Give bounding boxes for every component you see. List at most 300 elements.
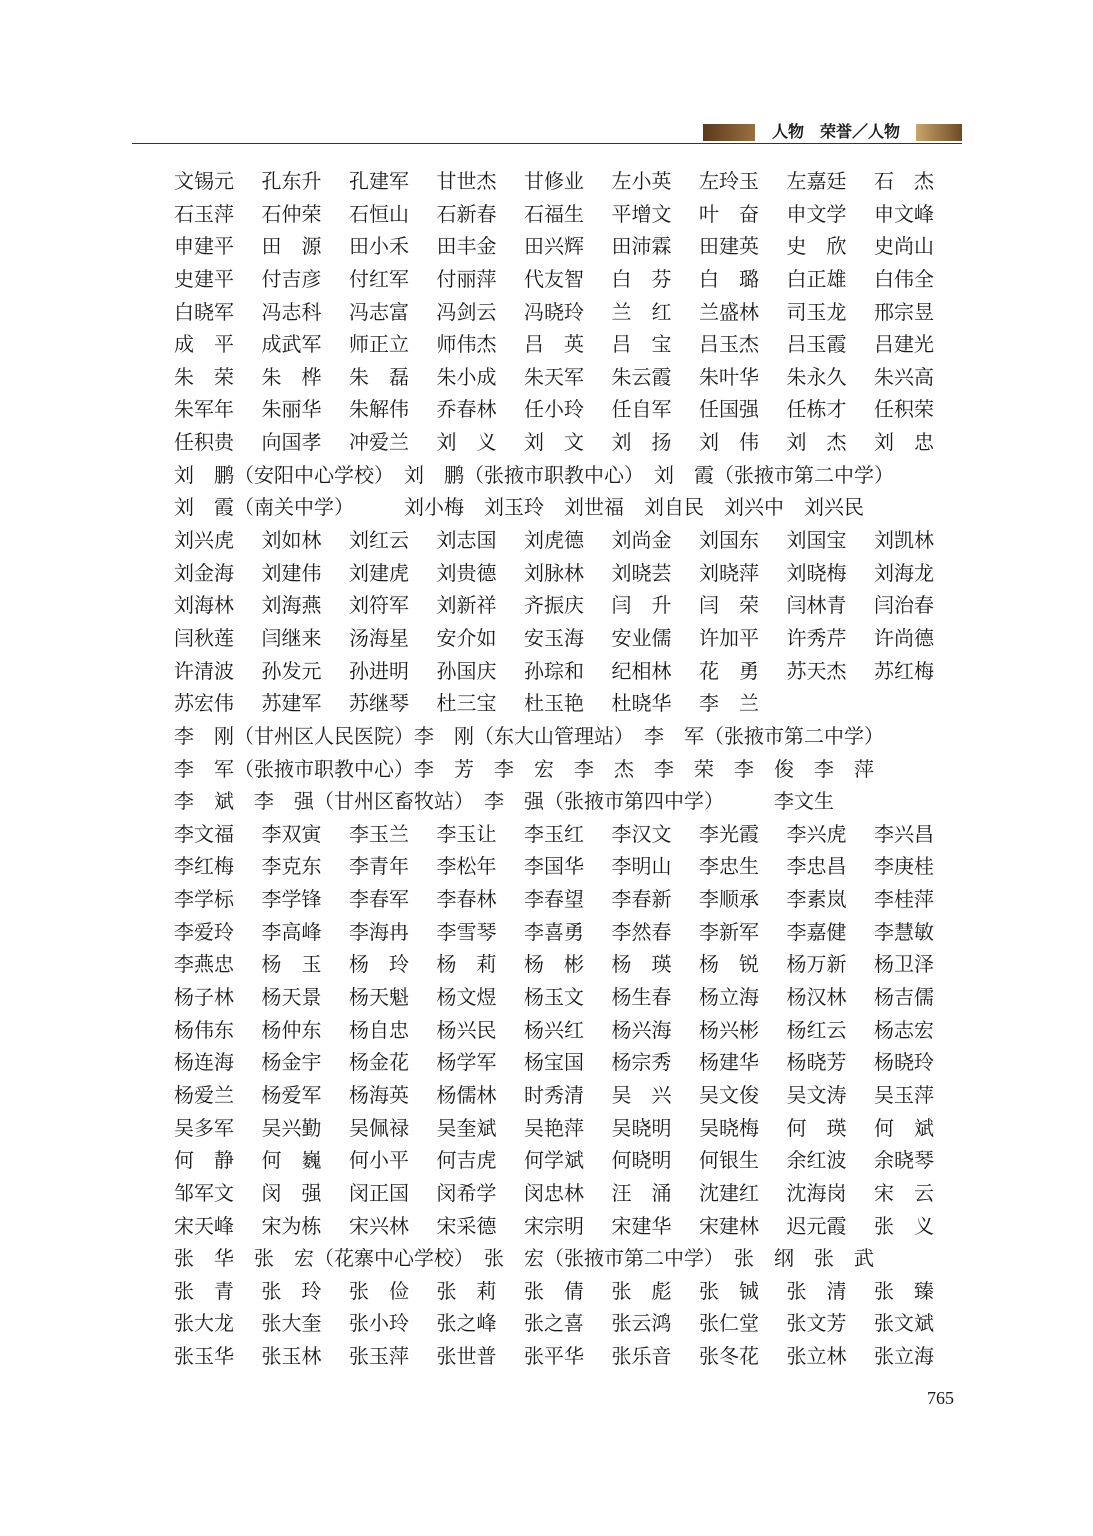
name-entry: 左小英 [611,169,672,193]
name-entry: 李学标 [174,887,234,912]
name-entry: 闫继来 [261,625,322,650]
name-entry: 刘 杰 [786,430,847,455]
name-entry: 史尚山 [874,234,934,259]
name-entry: 石 杰 [874,169,934,193]
name-entry: 苏宏伟 [174,691,234,716]
name-entry: 杨 玲 [349,952,409,977]
name-entry: 师正立 [349,332,409,357]
name-entry: 安介如 [436,625,497,650]
name-entry: 张文芳 [786,1311,847,1336]
name-entry: 李光霞 [699,821,759,846]
name-entry: 石玉萍 [174,201,234,226]
name-entry: 纪相林 [611,658,672,683]
name-entry: 朱 桦 [261,364,322,389]
name-entry: 李嘉健 [786,919,847,944]
name-entry: 刘海龙 [874,560,934,585]
name-entry: 杨晓玲 [874,1050,934,1075]
name-entry: 刘金海 [174,560,234,585]
name-entry: 吴艳萍 [524,1115,584,1140]
name-entry: 李春林 [436,887,497,912]
name-entry: 何 静 [174,1148,234,1173]
name-entry: 申文峰 [874,201,934,226]
name-entry: 张 莉 [436,1278,497,1303]
name-entry: 何 斌 [874,1115,934,1140]
name-entry: 吴晓梅 [699,1115,759,1140]
name-entry: 张玉萍 [349,1344,409,1369]
name-line-text: 李 斌 李 强（甘州区畜牧站） 李 强（张掖市第四中学） 李文生 [174,789,834,814]
name-entry: 李汉文 [611,821,672,846]
name-entry: 白晓军 [174,299,234,324]
name-row [174,393,954,426]
name-row [174,459,954,492]
name-entry: 刘晓萍 [699,560,759,585]
name-entry: 向国孝 [261,430,322,455]
name-entry: 田沛霖 [611,234,672,259]
name-entry: 安玉海 [524,625,584,650]
name-entry: 杨 玉 [261,952,322,977]
name-entry: 张大龙 [174,1311,234,1336]
name-entry: 石仲荣 [261,201,322,226]
name-entry: 朱永久 [786,364,847,389]
name-entry: 宋建华 [611,1213,672,1238]
name-entry: 张乐音 [611,1344,672,1369]
name-entry: 刘海林 [174,593,234,618]
name-entry: 李爱玲 [174,919,234,944]
name-entry: 任自军 [611,397,672,422]
name-entry: 时秀清 [524,1082,584,1107]
name-entry: 史 欣 [786,234,847,259]
name-entry: 付丽萍 [436,266,497,291]
name-row [174,1210,954,1243]
name-entry: 李顺承 [699,887,759,912]
name-entry: 白 芬 [611,266,672,291]
name-entry: 杨兴海 [611,1017,672,1042]
name-entry: 李青年 [349,854,409,879]
name-entry: 苏天杰 [786,658,847,683]
name-entry: 刘建虎 [349,560,409,585]
name-entry: 任积荣 [874,397,934,422]
name-entry: 张平华 [524,1344,584,1369]
name-row [174,589,954,622]
name-entry: 杨天景 [261,985,322,1010]
name-entry: 孙琮和 [524,658,584,683]
name-entry: 李克东 [261,854,322,879]
name-row [174,1275,954,1308]
name-entry: 刘海燕 [261,593,322,618]
name-entry: 平增文 [611,201,672,226]
name-entry: 田小禾 [349,234,409,259]
name-row [174,198,954,231]
name-entry: 吕 英 [524,332,584,357]
name-line-text: 刘 霞（南关中学） 刘小梅 刘玉玲 刘世福 刘自民 刘兴中 刘兴民 [174,495,864,520]
name-entry: 刘志国 [436,528,497,553]
name-entry: 宋 云 [874,1180,934,1205]
name-entry: 史建平 [174,266,234,291]
name-entry: 李明山 [611,854,672,879]
name-entry: 孔建军 [349,169,409,193]
name-line-text: 刘 鹏（安阳中心学校） 刘 鹏（张掖市职教中心） 刘 霞（张掖市第二中学） [174,462,894,487]
name-entry: 张 倩 [524,1278,584,1303]
name-row [174,883,954,916]
name-entry: 李国华 [524,854,584,879]
name-entry: 张仁堂 [699,1311,759,1336]
name-entry: 石恒山 [349,201,409,226]
name-entry: 张 玲 [261,1278,322,1303]
section-header-title: 人物 荣誉／人物 [771,122,900,141]
name-row [174,491,954,524]
name-entry: 刘晓芸 [611,560,672,585]
name-entry: 何晓明 [611,1148,672,1173]
name-entry: 刘国东 [699,528,759,553]
name-entry: 杨生春 [611,985,672,1010]
name-entry: 杜晓华 [611,691,672,716]
name-entry: 杨自忠 [349,1017,409,1042]
name-entry: 石福生 [524,201,584,226]
name-entry: 冯剑云 [436,299,497,324]
name-entry: 余晓琴 [874,1148,934,1173]
name-entry: 吴玉萍 [874,1082,934,1107]
name-entry: 宋采德 [436,1213,497,1238]
name-entry: 何学斌 [524,1148,584,1173]
name-entry: 宋建林 [699,1213,759,1238]
name-entry: 杨文煜 [436,985,497,1010]
name-entry: 刘 伟 [699,430,759,455]
name-entry: 李然春 [611,919,672,944]
name-entry: 刘 扬 [611,430,672,455]
name-entry: 迟元霞 [786,1213,847,1238]
name-entry: 李庚桂 [874,854,934,879]
name-entry: 白 璐 [699,266,759,291]
name-entry: 吴文俊 [699,1082,759,1107]
name-entry: 邢宗昱 [874,299,934,324]
name-entry: 孙国庆 [436,658,497,683]
name-entry: 杨兴民 [436,1017,497,1042]
name-entry: 甘世杰 [436,169,497,193]
name-entry: 闵 强 [261,1180,322,1205]
name-entry: 刘尚金 [611,528,672,553]
name-entry: 刘国宝 [786,528,847,553]
name-entry: 吴文涛 [786,1082,847,1107]
name-entry: 刘 义 [436,430,497,455]
name-entry: 张 俭 [349,1278,409,1303]
name-entry: 何 瑛 [786,1115,847,1140]
name-entry: 师伟杰 [436,332,497,357]
name-entry: 张世普 [436,1344,497,1369]
name-entry: 张 彪 [611,1278,672,1303]
name-row [174,687,954,720]
name-list [174,165,954,1373]
name-entry: 何小平 [349,1148,409,1173]
name-entry: 吴晓明 [611,1115,672,1140]
name-entry: 李喜勇 [524,919,584,944]
name-entry: 闫秋莲 [174,625,234,650]
name-entry: 张小玲 [349,1311,409,1336]
name-entry: 杨晓芳 [786,1050,847,1075]
name-entry: 李文福 [174,821,234,846]
name-entry: 左嘉廷 [786,169,847,193]
name-entry: 杨卫泽 [874,952,934,977]
name-entry: 任国强 [699,397,759,422]
name-entry: 杨志宏 [874,1017,934,1042]
name-row [174,230,954,263]
name-row [174,165,954,198]
name-entry: 代友智 [524,266,584,291]
name-entry: 杨爱兰 [174,1082,234,1107]
name-entry: 兰 红 [611,299,672,324]
name-entry: 汪 涌 [611,1180,672,1205]
name-entry: 刘新祥 [436,593,497,618]
name-entry: 刘 文 [524,430,584,455]
name-entry: 朱天军 [524,364,584,389]
name-line-text: 李 刚（甘州区人民医院）李 刚（东大山管理站） 李 军（张掖市第二中学） [174,723,884,748]
name-entry: 苏继琴 [349,691,409,716]
name-entry: 张 铖 [699,1278,759,1303]
name-entry: 刘兴虎 [174,528,234,553]
name-row [174,1242,954,1275]
name-entry: 张文斌 [874,1311,934,1336]
name-entry: 田建英 [699,234,759,259]
name-entry: 李新军 [699,919,759,944]
header-decor-bar-right [916,124,962,141]
name-entry: 张大奎 [261,1311,322,1336]
name-entry: 朱小成 [436,364,497,389]
name-entry: 刘红云 [349,528,409,553]
name-row [174,1177,954,1210]
name-entry: 李玉让 [436,821,497,846]
name-entry: 杜玉艳 [524,691,584,716]
name-entry: 李红梅 [174,854,234,879]
name-entry: 张云鸿 [611,1311,672,1336]
name-row [174,916,954,949]
name-row [174,1046,954,1079]
name-entry: 冯志富 [349,299,409,324]
name-row [174,818,954,851]
name-entry: 任积贵 [174,430,234,455]
name-entry: 李双寅 [261,821,322,846]
name-entry: 张之峰 [436,1311,497,1336]
name-entry: 宋兴林 [349,1213,409,1238]
name-row [174,948,954,981]
name-row [174,785,954,818]
name-entry: 杨伟东 [174,1017,234,1042]
name-entry: 许尚德 [874,625,934,650]
name-entry: 许清波 [174,658,234,683]
name-entry: 付红军 [349,266,409,291]
name-entry: 乔春林 [436,397,497,422]
name-entry: 张玉林 [261,1344,322,1369]
name-entry: 刘凯林 [874,528,934,553]
name-entry: 许加平 [699,625,759,650]
name-line-text: 张 华 张 宏（花寨中心学校） 张 宏（张掖市第二中学） 张 纲 张 武 [174,1246,874,1271]
name-entry: 杨兴红 [524,1017,584,1042]
name-entry: 李高峰 [261,919,322,944]
name-row [174,655,954,688]
name-entry: 余红波 [786,1148,847,1173]
name-line-text: 李 军（张掖市职教中心）李 芳 李 宏 李 杰 李 荣 李 俊 李 萍 [174,756,874,781]
name-entry: 齐振庆 [524,593,584,618]
name-entry: 杨汉林 [786,985,847,1010]
name-entry: 宋天峰 [174,1213,234,1238]
name-entry: 安业儒 [611,625,672,650]
name-entry: 文锡元 [174,169,234,193]
name-row [174,1079,954,1112]
name-entry: 何吉虎 [436,1148,497,1173]
name-row [174,296,954,329]
name-entry: 张玉华 [174,1344,234,1369]
name-entry: 朱兴高 [874,364,934,389]
name-row [174,557,954,590]
name-entry: 杨金宇 [261,1050,322,1075]
name-row [174,426,954,459]
name-entry: 杨 彬 [524,952,584,977]
name-entry: 李兴虎 [786,821,847,846]
name-row [174,1340,954,1373]
name-entry: 张 义 [874,1213,934,1238]
name-entry: 付吉彦 [261,266,322,291]
name-entry: 申文学 [786,201,847,226]
name-entry: 刘虎德 [524,528,584,553]
name-entry: 杨红云 [786,1017,847,1042]
name-entry: 何银生 [699,1148,759,1173]
name-entry: 吴兴勤 [261,1115,322,1140]
name-row [174,1307,954,1340]
name-entry: 张立林 [786,1344,847,1369]
name-entry: 李兴昌 [874,821,934,846]
name-entry: 沈海岗 [786,1180,847,1205]
name-entry: 杨宝国 [524,1050,584,1075]
name-entry: 杨万新 [786,952,847,977]
name-entry: 张冬花 [699,1344,759,1369]
name-entry: 张之喜 [524,1311,584,1336]
name-entry: 李 兰 [699,691,759,716]
name-row [174,981,954,1014]
name-entry: 石新春 [436,201,497,226]
name-entry: 田丰金 [436,234,497,259]
name-row [174,850,954,883]
name-entry: 李雪琴 [436,919,497,944]
name-entry: 刘脉林 [524,560,584,585]
name-entry: 张 青 [174,1278,234,1303]
name-entry: 白正雄 [786,266,847,291]
name-entry: 杨 锐 [699,952,759,977]
name-entry: 汤海星 [349,625,409,650]
name-entry: 吴 兴 [611,1082,672,1107]
name-entry: 沈建红 [699,1180,759,1205]
name-row [174,622,954,655]
name-entry: 李玉红 [524,821,584,846]
name-entry: 刘 忠 [874,430,934,455]
name-entry: 花 勇 [699,658,759,683]
name-entry: 李燕忠 [174,952,234,977]
name-entry: 杨爱军 [261,1082,322,1107]
name-entry: 吴奎斌 [436,1115,497,1140]
name-row [174,720,954,753]
name-entry: 李慧敏 [874,919,934,944]
name-entry: 吕建光 [874,332,934,357]
name-entry: 杨玉文 [524,985,584,1010]
name-entry: 刘晓梅 [786,560,847,585]
name-entry: 杨学军 [436,1050,497,1075]
name-entry: 闵正国 [349,1180,409,1205]
name-entry: 孙进明 [349,658,409,683]
name-entry: 李忠昌 [786,854,847,879]
name-entry: 宋为栋 [261,1213,322,1238]
name-entry: 孙发元 [261,658,322,683]
name-entry: 任小玲 [524,397,584,422]
name-entry: 杨连海 [174,1050,234,1075]
name-entry: 杨海英 [349,1082,409,1107]
name-entry: 宋宗明 [524,1213,584,1238]
name-row [174,263,954,296]
name-entry: 朱军年 [174,397,234,422]
name-row [174,1014,954,1047]
name-entry: 杨子林 [174,985,234,1010]
name-row [174,328,954,361]
name-entry: 苏红梅 [874,658,934,683]
name-entry: 吕玉杰 [699,332,759,357]
name-entry: 杨建华 [699,1050,759,1075]
name-entry: 杜三宝 [436,691,497,716]
name-entry: 杨天魁 [349,985,409,1010]
name-entry: 甘修业 [524,169,584,193]
name-entry: 刘符军 [349,593,409,618]
name-entry: 兰盛林 [699,299,759,324]
header-decor-bar-left [703,124,755,141]
name-entry: 任栋才 [786,397,847,422]
name-entry: 李玉兰 [349,821,409,846]
name-entry: 李素岚 [786,887,847,912]
name-entry: 冲爱兰 [349,430,409,455]
name-entry: 李学锋 [261,887,322,912]
header-rule [132,143,962,144]
name-entry: 吴多军 [174,1115,234,1140]
name-row [174,753,954,786]
name-entry: 白伟全 [874,266,934,291]
name-entry: 李忠生 [699,854,759,879]
name-entry: 李春新 [611,887,672,912]
name-entry: 杨儒林 [436,1082,497,1107]
name-entry: 田 源 [261,234,322,259]
name-entry: 孔东升 [261,169,322,193]
name-entry: 吕 宝 [611,332,672,357]
name-entry: 闵忠林 [524,1180,584,1205]
name-entry: 左玲玉 [699,169,759,193]
name-entry: 刘贵德 [436,560,497,585]
name-entry: 朱叶华 [699,364,759,389]
name-entry: 闵希学 [436,1180,497,1205]
name-entry: 杨金花 [349,1050,409,1075]
name-entry: 杨仲东 [261,1017,322,1042]
name-entry: 申建平 [174,234,234,259]
name-entry: 吴佩禄 [349,1115,409,1140]
name-entry: 何 巍 [261,1148,322,1173]
name-entry: 朱解伟 [349,397,409,422]
name-entry: 叶 奋 [699,201,759,226]
name-entry: 李桂萍 [874,887,934,912]
name-entry: 许秀芹 [786,625,847,650]
name-entry: 成武军 [261,332,322,357]
page-number: 765 [927,1388,954,1408]
name-entry: 刘如林 [261,528,322,553]
name-entry: 闫 升 [611,593,672,618]
name-entry: 邹军文 [174,1180,234,1205]
name-entry: 李松年 [436,854,497,879]
name-entry: 成 平 [174,332,234,357]
name-entry: 朱云霞 [611,364,672,389]
name-entry: 闫 荣 [699,593,759,618]
name-entry: 杨立海 [699,985,759,1010]
name-entry: 田兴辉 [524,234,584,259]
